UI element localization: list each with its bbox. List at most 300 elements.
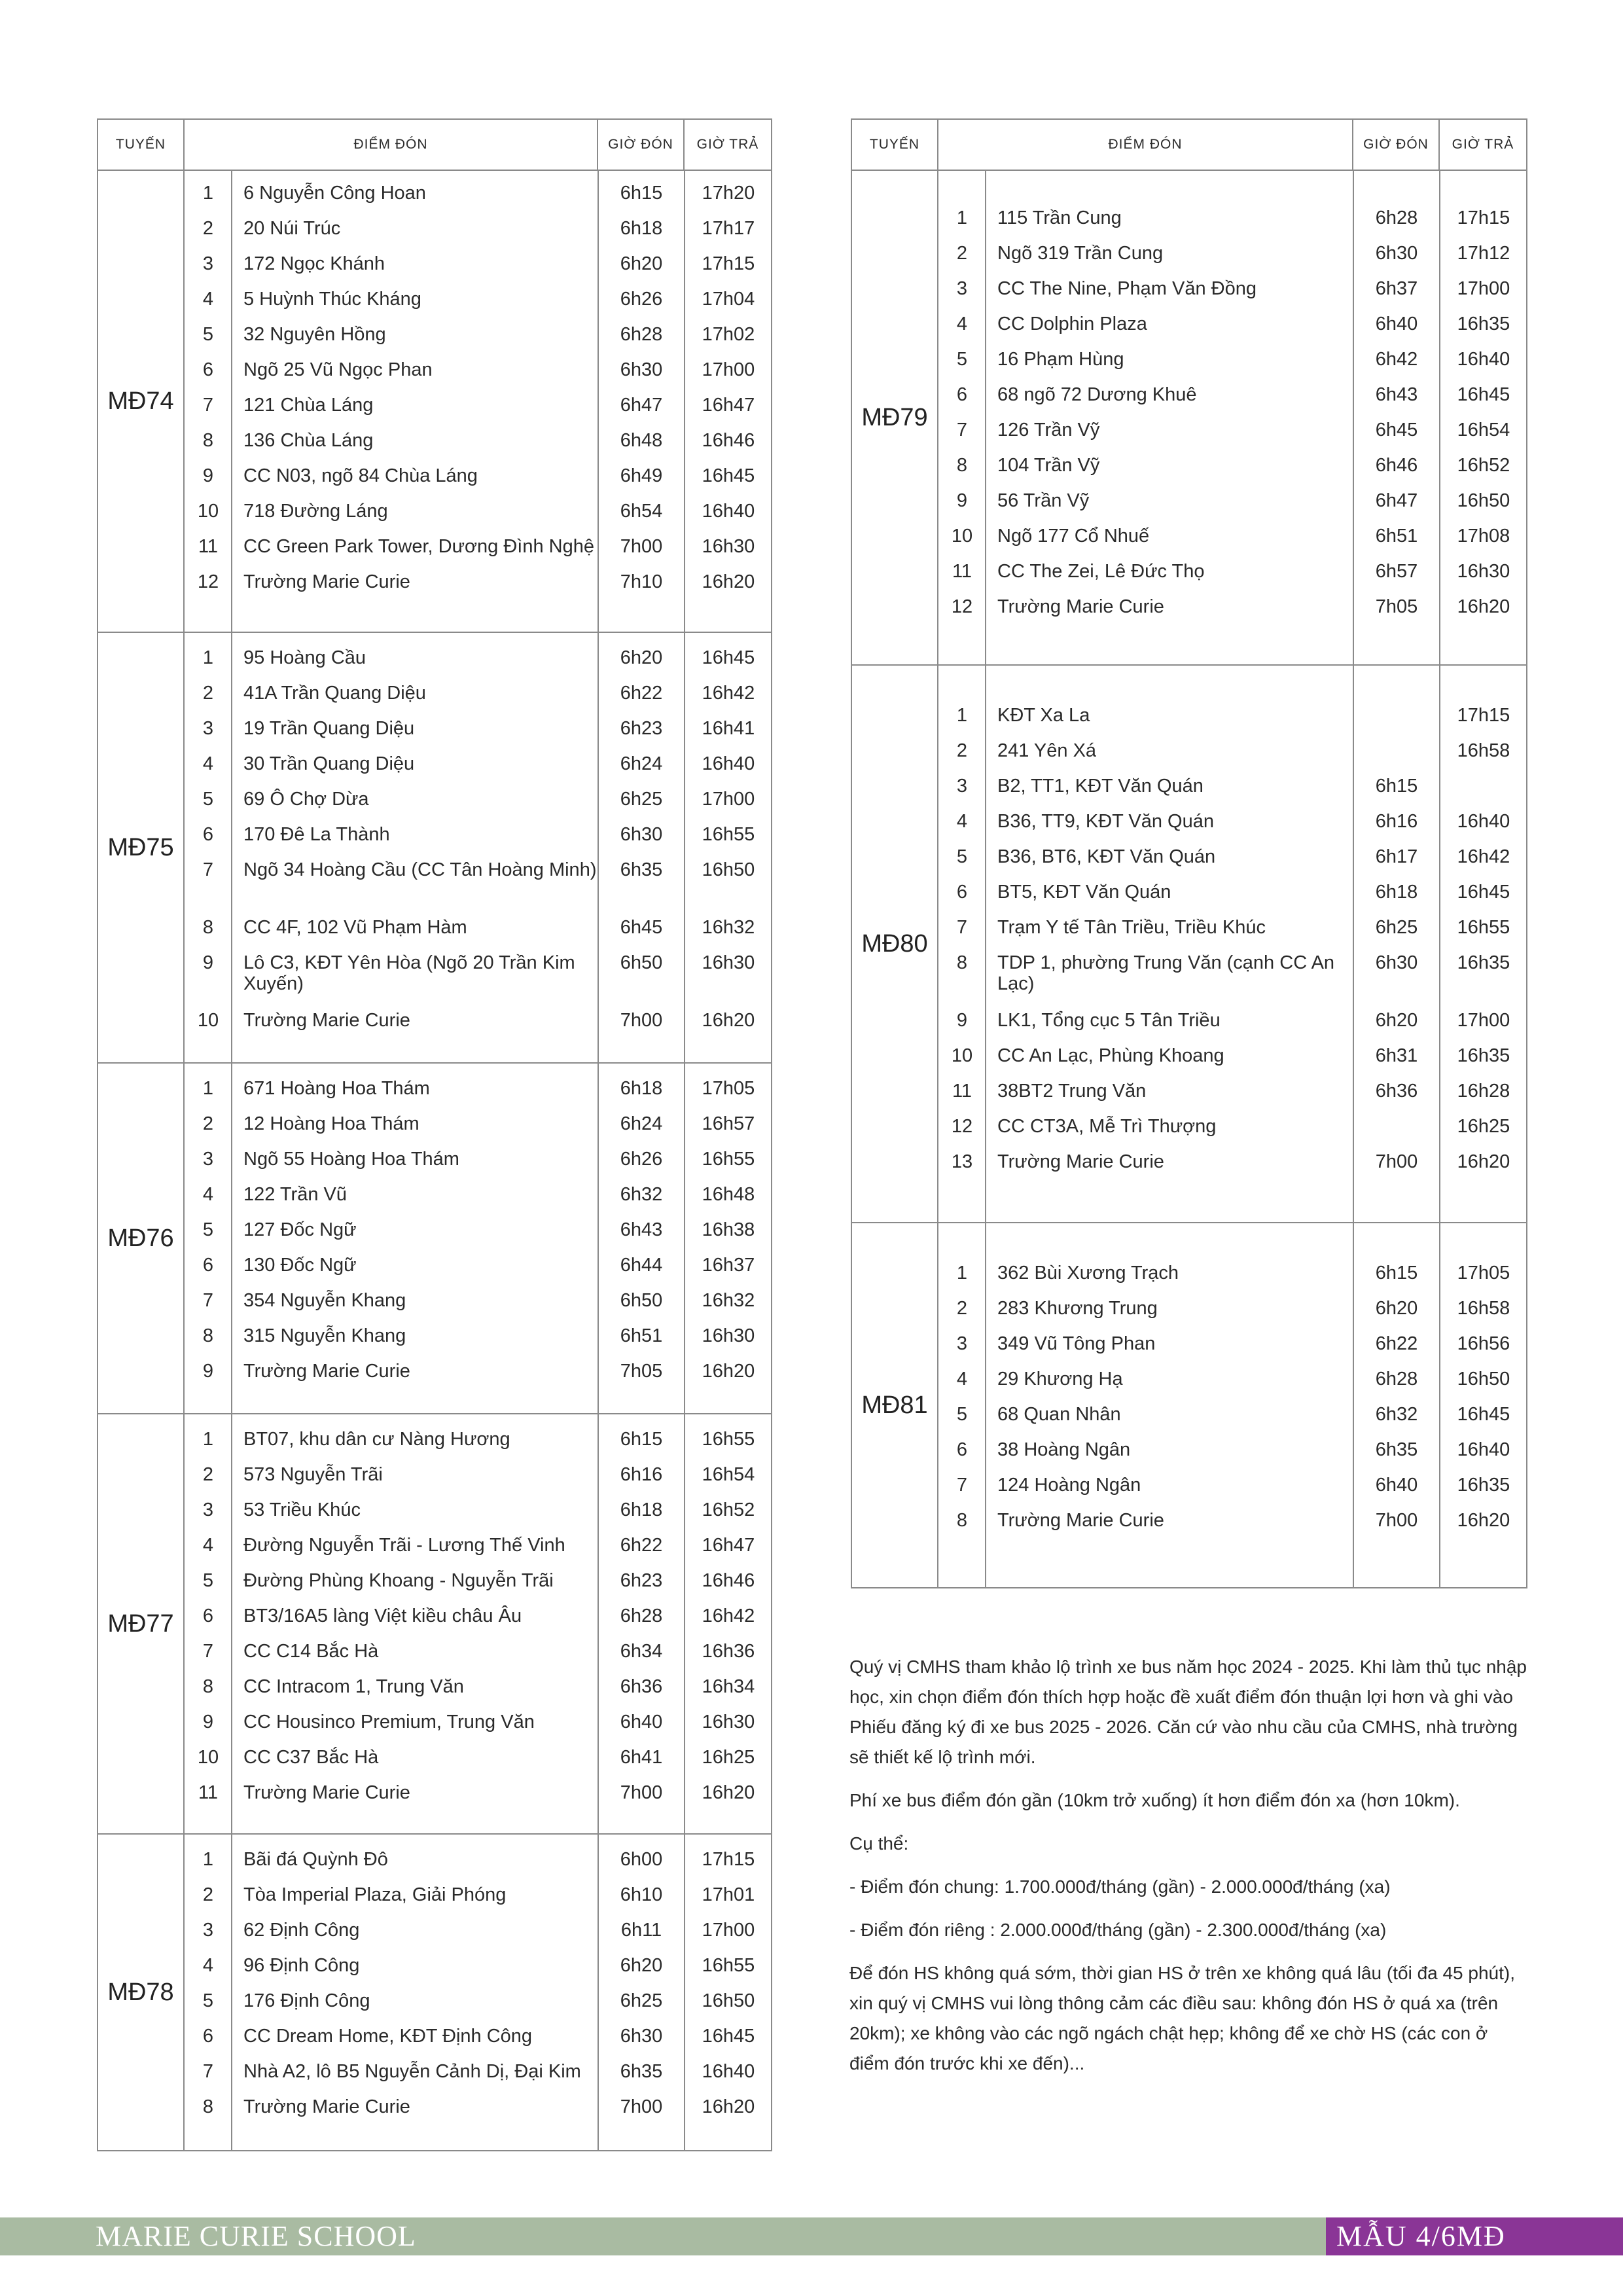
dropoff-time: 16h57 [702,1113,755,1134]
stop-name: CC The Zei, Lê Đức Thọ [997,561,1205,582]
dropoff-time: 17h04 [702,289,755,310]
dropoff-time: 16h47 [702,1535,755,1556]
stop-name: Bãi đá Quỳnh Đô [243,1849,388,1870]
stop-name: 41A Trần Quang Diệu [243,683,426,704]
route-group [98,1063,772,1414]
stop-row [185,1712,771,1747]
dropoff-time: 16h45 [702,2026,755,2047]
stop-name: 95 Hoàng Cầu [243,647,366,668]
stop-number: 1 [202,1429,214,1450]
stop-list-cell [184,632,772,1063]
stop-row [185,952,771,1010]
stop-row [185,1920,771,1955]
stop-row [938,455,1526,490]
stop-row [185,1149,771,1184]
dropoff-time: 16h50 [1457,490,1510,511]
pickup-time: 6h16 [1375,811,1418,832]
pickup-time: 6h57 [1375,561,1418,582]
dropoff-time: 16h40 [1457,811,1510,832]
stop-name: Đường Phùng Khoang - Nguyễn Trãi [243,1570,554,1591]
stop-name: Trường Marie Curie [997,596,1164,617]
stop-name: Ngõ 177 Cổ Nhuế [997,526,1150,547]
route-code: MĐ81 [851,1223,938,1588]
dropoff-time: 16h46 [702,1570,755,1591]
pickup-time: 7h00 [620,2096,663,2117]
pickup-time: 6h25 [620,789,663,810]
stop-name: Lô C3, KĐT Yên Hòa (Ngõ 20 Trần Kim Xuyến) [243,952,575,994]
stop-row [185,683,771,718]
stop-name: 573 Nguyễn Trãi [243,1464,383,1485]
stop-number: 1 [956,705,968,726]
stop-number: 3 [202,1920,214,1941]
stop-number: 7 [202,859,214,880]
stop-number: 7 [956,420,968,440]
stop-row [185,465,771,501]
dropoff-time: 16h40 [1457,349,1510,370]
stop-name: CC Housinco Premium, Trung Văn [243,1712,535,1732]
dropoff-time: 16h35 [1457,1045,1510,1066]
pickup-time: 6h18 [620,1078,663,1099]
pickup-time: 6h36 [1375,1081,1418,1102]
stop-row [185,2026,771,2061]
stop-row [938,1298,1526,1333]
stop-name: Ngõ 319 Trần Cung [997,243,1164,264]
route-code: MĐ75 [98,632,184,1063]
stop-row [185,1849,771,1884]
pickup-time: 7h05 [1375,596,1418,617]
stop-name: 122 Trần Vũ [243,1184,347,1205]
stop-row [185,2096,771,2132]
stop-number: 3 [202,1149,214,1170]
right-route-table [851,118,1527,1588]
stop-row [938,1510,1526,1545]
stop-number: 8 [202,2096,214,2117]
note-fee-shared: - Điểm đón chung: 1.700.000đ/tháng (gần) - 2.000.000đ/tháng (xa) [849,1876,1391,1897]
pickup-time: 6h40 [620,1712,663,1732]
pickup-time: 6h26 [620,1149,663,1170]
stop-number: 2 [956,243,968,264]
note-details-heading: Cụ thể: [849,1833,909,1854]
stop-name: Ngõ 55 Hoàng Hoa Thám [243,1149,459,1170]
stop-row [185,359,771,395]
dropoff-time: 16h50 [702,1990,755,2011]
stop-row [938,384,1526,420]
stop-row [938,1439,1526,1475]
stop-number: 6 [202,824,214,845]
dropoff-time: 16h28 [1457,1081,1510,1102]
dropoff-time: 16h55 [702,1429,755,1450]
stop-list-cell [184,170,772,632]
header-pickup: GIỜ ĐÓN [597,119,684,170]
stop-row [938,1404,1526,1439]
stop-number: 7 [202,2061,214,2082]
note-conditions: Để đón HS không quá sớm, thời gian HS ở trên xe không quá lâu (tối đa 45 phút), xin quý vị CMHS vui lòng thông cảm các điều sau: không đón HS ở quá xa (trên 20km); xe không vào các ngõ ngách chật hẹp; không để xe chờ HS (các con ở điểm đón trước khi xe đến)... [849,1963,1516,2073]
stop-name: 362 Bùi Xương Trạch [997,1263,1179,1283]
stop-row [185,647,771,683]
dropoff-time: 16h30 [702,952,755,973]
stop-row [938,740,1526,776]
stop-name: 130 Đốc Ngữ [243,1255,357,1276]
route-group [851,170,1527,665]
dropoff-time: 16h45 [1457,882,1510,903]
stop-list-cell [938,170,1527,665]
stop-name: 96 Định Công [243,1955,360,1976]
pickup-time: 7h00 [1375,1510,1418,1531]
header-stop: ĐIỂM ĐÓN [184,119,597,170]
stop-name: 38BT2 Trung Văn [997,1081,1147,1102]
stop-number: 9 [956,1010,968,1031]
dropoff-time: 16h37 [702,1255,755,1276]
route-group [98,170,772,632]
stop-number: 2 [202,683,214,704]
stop-list-cell [938,1223,1527,1588]
stop-number: 1 [202,1849,214,1870]
dropoff-time: 16h35 [1457,1475,1510,1496]
route-code: MĐ80 [851,665,938,1223]
stop-number: 5 [202,1990,214,2011]
dropoff-time: 17h05 [1457,1263,1510,1283]
stop-name: CC Intracom 1, Trung Văn [243,1676,464,1697]
dropoff-time: 16h34 [702,1676,755,1697]
stop-row [938,705,1526,740]
pickup-time: 6h10 [620,1884,663,1905]
stop-name: 69 Ô Chợ Dừa [243,789,369,810]
dropoff-time: 16h40 [1457,1439,1510,1460]
stop-number: 6 [956,1439,968,1460]
dropoff-time: 16h55 [702,1955,755,1976]
stop-number: 6 [956,882,968,903]
stop-number: 2 [202,1884,214,1905]
pickup-time: 6h23 [620,1570,663,1591]
stop-name: Trạm Y tế Tân Triều, Triều Khúc [997,917,1266,938]
stop-name: CC C14 Bắc Hà [243,1641,379,1662]
stop-number: 7 [202,1290,214,1311]
stop-name: 20 Núi Trúc [243,218,341,239]
stop-number: 13 [951,1151,973,1172]
stop-list-cell [184,1834,772,2151]
dropoff-time: 16h38 [702,1219,755,1240]
stop-name: Trường Marie Curie [997,1510,1164,1531]
header-dropoff: GIỜ TRẢ [684,119,772,170]
stop-row [185,1010,771,1045]
stop-number: 2 [202,218,214,239]
route-code: MĐ76 [98,1063,184,1414]
stop-name: CC Green Park Tower, Dương Đình Nghệ [243,536,594,557]
stop-row [185,1747,771,1782]
stop-name: KĐT Xa La [997,705,1090,726]
stop-name: Đường Nguyễn Trãi - Lương Thế Vinh [243,1535,565,1556]
stop-list-cell [938,665,1527,1223]
dropoff-time: 16h30 [702,1712,755,1732]
stop-row [185,395,771,430]
stop-name: 30 Trần Quang Diệu [243,753,415,774]
stop-name: 12 Hoàng Hoa Thám [243,1113,419,1134]
route-group [98,1834,772,2151]
stop-name: 241 Yên Xá [997,740,1097,761]
stop-number: 12 [951,1116,973,1137]
route-code: MĐ78 [98,1834,184,2151]
stop-row [938,846,1526,882]
stop-number: 5 [956,1404,968,1425]
route-code: MĐ74 [98,170,184,632]
stop-row [185,253,771,289]
stop-name: 176 Định Công [243,1990,370,2011]
stop-name: CC Dream Home, KĐT Định Công [243,2026,533,2047]
stop-number: 10 [197,501,219,522]
stop-name: CC N03, ngõ 84 Chùa Láng [243,465,478,486]
stop-row [938,314,1526,349]
dropoff-time: 16h40 [702,501,755,522]
stop-number: 5 [202,789,214,810]
dropoff-time: 16h50 [1457,1369,1510,1390]
stop-row [185,1782,771,1818]
stop-row [938,526,1526,561]
stop-number: 4 [956,314,968,334]
stop-number: 9 [202,1712,214,1732]
dropoff-time: 16h32 [702,1290,755,1311]
stop-name: Trường Marie Curie [243,1010,410,1031]
dropoff-time: 17h00 [1457,278,1510,299]
pickup-time: 6h22 [1375,1333,1418,1354]
dropoff-time: 17h20 [702,183,755,204]
pickup-time: 6h43 [620,1219,663,1240]
pickup-time: 6h51 [1375,526,1418,547]
dropoff-time: 17h17 [702,218,755,239]
stop-number: 4 [202,1184,214,1205]
stop-name: Trường Marie Curie [243,1782,410,1803]
stop-number: 6 [202,359,214,380]
stop-row [185,1113,771,1149]
pickup-time: 6h30 [1375,952,1418,973]
stop-number: 8 [202,917,214,938]
route-group [98,1414,772,1834]
stop-number: 8 [956,1510,968,1531]
pickup-time: 6h30 [620,824,663,845]
pickup-time: 6h23 [620,718,663,739]
dropoff-time: 16h20 [702,571,755,592]
dropoff-time: 16h30 [702,1325,755,1346]
dropoff-time: 16h30 [702,536,755,557]
stop-row [185,1325,771,1361]
stop-row [185,1464,771,1499]
stop-number: 1 [202,183,214,204]
pickup-time: 6h46 [1375,455,1418,476]
stop-name: 16 Phạm Hùng [997,349,1124,370]
stop-number: 10 [197,1747,219,1768]
stop-row [185,917,771,952]
pickup-time: 6h50 [620,952,663,973]
stop-name: CC An Lạc, Phùng Khoang [997,1045,1224,1066]
dropoff-time: 16h52 [702,1499,755,1520]
pickup-time: 6h47 [1375,490,1418,511]
stop-number: 4 [202,753,214,774]
stop-row [185,1605,771,1641]
dropoff-time: 16h20 [702,1010,755,1031]
route-code: MĐ79 [851,170,938,665]
pickup-time: 6h28 [1375,207,1418,228]
pickup-time: 6h28 [620,324,663,345]
note-fee-distance: Phí xe bus điểm đón gần (10km trở xuống) ít hơn điểm đón xa (hơn 10km). [849,1790,1460,1810]
header-pickup: GIỜ ĐÓN [1353,119,1439,170]
stop-row [938,278,1526,314]
pickup-time: 6h20 [1375,1298,1418,1319]
dropoff-time: 16h47 [702,395,755,416]
stop-number: 9 [202,465,214,486]
pickup-time: 6h30 [1375,243,1418,264]
stop-row [938,1116,1526,1151]
stop-row [938,490,1526,526]
pickup-time: 6h54 [620,501,663,522]
stop-number: 4 [956,811,968,832]
stop-row [185,1429,771,1464]
dropoff-time: 16h25 [702,1747,755,1768]
dropoff-time: 16h30 [1457,561,1510,582]
stop-number: 3 [202,718,214,739]
stop-row [938,1333,1526,1369]
stop-number: 10 [951,526,973,547]
stop-number: 6 [956,384,968,405]
stop-name: 121 Chùa Láng [243,395,374,416]
stop-number: 7 [956,917,968,938]
stop-name: 718 Đường Láng [243,501,388,522]
stop-name: 126 Trần Vỹ [997,420,1100,440]
note-intro: Quý vị CMHS tham khảo lộ trình xe bus năm học 2024 - 2025. Khi làm thủ tục nhập học, xin chọn điểm đón thích hợp hoặc đề xuất điểm đón thuận lợi hơn và ghi vào Phiếu đăng ký đi xe bus 2025 - 2026. Căn cứ vào nhu cầu của CMHS, nhà trường sẽ thiết kế lộ trình mới. [849,1657,1527,1767]
route-group [851,1223,1527,1588]
footer-form-code: MẪU 4/6MĐ [1326,2217,1623,2255]
stop-name: LK1, Tổng cục 5 Tân Triều [997,1010,1221,1031]
stop-row [185,718,771,753]
pickup-time: 6h42 [1375,349,1418,370]
pickup-time: 7h00 [620,1010,663,1031]
stop-row [185,1290,771,1325]
stop-name: 172 Ngọc Khánh [243,253,385,274]
stop-row [938,811,1526,846]
dropoff-time: 16h46 [702,430,755,451]
pickup-time: 6h32 [620,1184,663,1205]
footer-school-name: MARIE CURIE SCHOOL [96,2220,416,2252]
left-route-table [97,118,772,2151]
dropoff-time: 16h42 [702,1605,755,1626]
stop-row [938,776,1526,811]
note-fee-private: - Điểm đón riêng : 2.000.000đ/tháng (gần) - 2.300.000đ/tháng (xa) [849,1920,1387,1940]
stop-row [185,1955,771,1990]
dropoff-time: 16h54 [1457,420,1510,440]
stop-number: 1 [956,207,968,228]
dropoff-time: 16h40 [702,753,755,774]
stop-number: 3 [956,278,968,299]
stop-name: Ngõ 25 Vũ Ngọc Phan [243,359,433,380]
stop-number: 7 [202,1641,214,1662]
dropoff-time: 17h05 [702,1078,755,1099]
stop-name: Nhà A2, lô B5 Nguyễn Cảnh Dị, Đại Kim [243,2061,581,2082]
pickup-time: 6h00 [620,1849,663,1870]
pickup-time: 6h18 [620,218,663,239]
stop-name: CC The Nine, Phạm Văn Đồng [997,278,1257,299]
stop-number: 11 [952,561,972,582]
stop-number: 5 [956,349,968,370]
dropoff-time: 17h12 [1457,243,1510,264]
dropoff-time: 16h20 [1457,1510,1510,1531]
stop-number: 9 [202,1361,214,1382]
dropoff-time: 16h32 [702,917,755,938]
pickup-time: 6h20 [620,647,663,668]
pickup-time: 7h00 [620,1782,663,1803]
dropoff-time: 17h00 [702,359,755,380]
stop-row [938,1369,1526,1404]
stop-number: 7 [202,395,214,416]
dropoff-time: 17h00 [1457,1010,1510,1031]
stop-name: 5 Huỳnh Thúc Kháng [243,289,421,310]
dropoff-time: 17h15 [702,1849,755,1870]
pickup-time: 6h45 [1375,420,1418,440]
stop-number: 4 [956,1369,968,1390]
stop-number: 3 [202,253,214,274]
stop-number: 4 [202,289,214,310]
pickup-time: 6h25 [1375,917,1418,938]
stop-number: 5 [202,1219,214,1240]
pickup-time: 6h36 [620,1676,663,1697]
stop-row [938,917,1526,952]
stop-name: Trường Marie Curie [243,2096,410,2117]
stop-name: Trường Marie Curie [243,571,410,592]
dropoff-time: 17h00 [702,1920,755,1941]
dropoff-time: 16h55 [702,1149,755,1170]
pickup-time: 6h30 [620,359,663,380]
pickup-time: 6h24 [620,753,663,774]
stop-name: TDP 1, phường Trung Văn (cạnh CC An Lạc) [997,952,1335,994]
pickup-time: 6h49 [620,465,663,486]
stop-name: 315 Nguyễn Khang [243,1325,406,1346]
pickup-time: 6h32 [1375,1404,1418,1425]
stop-row [938,1045,1526,1081]
pickup-time: 6h28 [1375,1369,1418,1390]
stop-number: 2 [956,740,968,761]
stop-row [185,1361,771,1396]
dropoff-time: 16h58 [1457,1298,1510,1319]
dropoff-time: 16h36 [702,1641,755,1662]
stop-row [185,1078,771,1113]
stop-name: 671 Hoàng Hoa Thám [243,1078,430,1099]
stop-row [938,596,1526,632]
dropoff-time: 17h15 [1457,705,1510,726]
stop-number: 2 [202,1464,214,1485]
stop-number: 6 [202,1255,214,1276]
stop-number: 12 [197,571,219,592]
stop-name: 104 Trần Vỹ [997,455,1100,476]
pickup-time: 6h18 [620,1499,663,1520]
stop-name: 354 Nguyễn Khang [243,1290,406,1311]
dropoff-time: 16h56 [1457,1333,1510,1354]
stop-number: 1 [202,1078,214,1099]
pickup-time: 6h37 [1375,278,1418,299]
stop-name: 68 Quan Nhân [997,1404,1121,1425]
table-header-row [851,119,1527,170]
stop-number: 11 [952,1081,972,1102]
stop-row [185,859,771,917]
stop-number: 9 [956,490,968,511]
pickup-time: 6h40 [1375,1475,1418,1496]
stop-number: 11 [198,536,219,557]
stop-name: 170 Đê La Thành [243,824,390,845]
dropoff-time: 17h08 [1457,526,1510,547]
pickup-time: 6h50 [620,1290,663,1311]
stop-number: 4 [202,1535,214,1556]
stop-name: CC 4F, 102 Vũ Phạm Hàm [243,917,467,938]
stop-name: 32 Nguyên Hồng [243,324,386,345]
dropoff-time: 16h45 [1457,384,1510,405]
stop-row [938,207,1526,243]
route-code: MĐ77 [98,1414,184,1834]
